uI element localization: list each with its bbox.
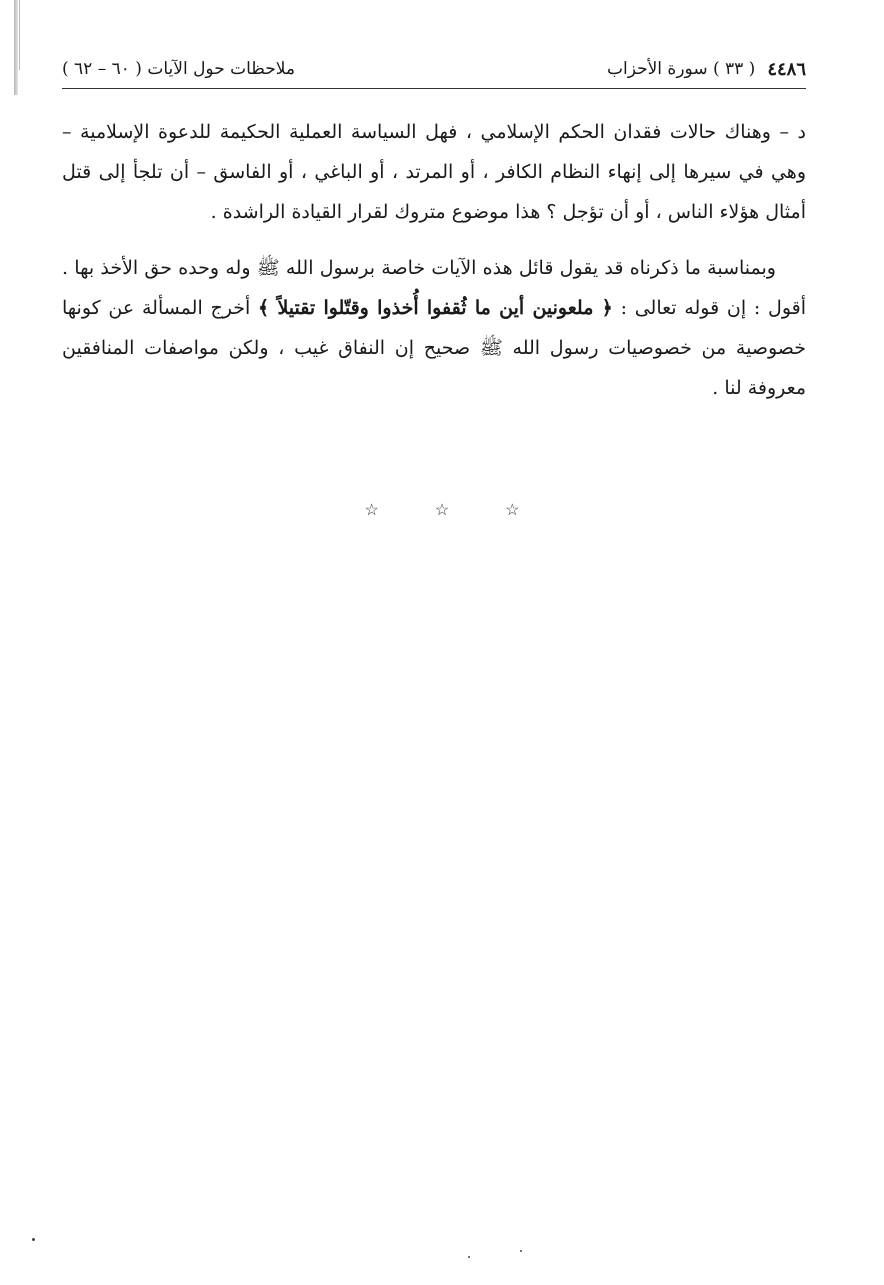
paragraph-2 <box>62 248 806 408</box>
scan-speck <box>468 1256 470 1258</box>
paragraph-2-conclusion: أخرج المسألة عن كونها خصوصية من خصوصيات رسول الله ﷺ صحيح إن النفاق غيب ، ولكن مواصفات المنافقين معروفة لنا . <box>62 297 806 399</box>
header-rule <box>62 88 806 89</box>
section-title: ملاحظات حول الآيات ( ٦٠ – ٦٢ ) <box>62 59 296 79</box>
separator-star-icon: ☆ <box>364 500 379 519</box>
separator-star-icon: ☆ <box>505 500 520 519</box>
scan-edge-shadow <box>14 0 18 95</box>
page-header <box>62 54 806 84</box>
page-number: ٤٤٨٦ <box>767 58 806 80</box>
separator-star-icon: ☆ <box>434 500 450 519</box>
header-right <box>607 59 806 80</box>
paragraph-1: د – وهناك حالات فقدان الحكم الإسلامي ، فهل السياسة العملية الحكيمة للدعوة الإسلامية – وهي في سيرها إلى إنهاء النظام الكافر ، أو المرتد ، أو الباغي ، أو الفاسق – أن تلجأ إلى قتل أمثال هؤلاء الناس ، أو أن تؤجل ؟ هذا موضوع متروك لقرار القيادة الراشدة . <box>62 121 806 223</box>
scan-edge-line <box>19 0 20 70</box>
quran-quote: ﴿ ملعونين أين ما ثُقفوا أُخذوا وقتّلوا تقتيلاً ﴾ <box>258 297 613 319</box>
scan-speck <box>520 1250 522 1252</box>
surah-name: ( ٣٣ ) سورة الأحزاب <box>606 59 756 79</box>
main-text <box>62 112 806 424</box>
scan-speck <box>32 1238 35 1241</box>
section-separator <box>0 500 884 519</box>
paragraph-2-intro: وبمناسبة ما ذكرناه قد يقول قائل هذه الآيات خاصة برسول الله ﷺ وله وحده حق الأخذ بها . أقول : إن قوله تعالى : <box>62 257 807 319</box>
